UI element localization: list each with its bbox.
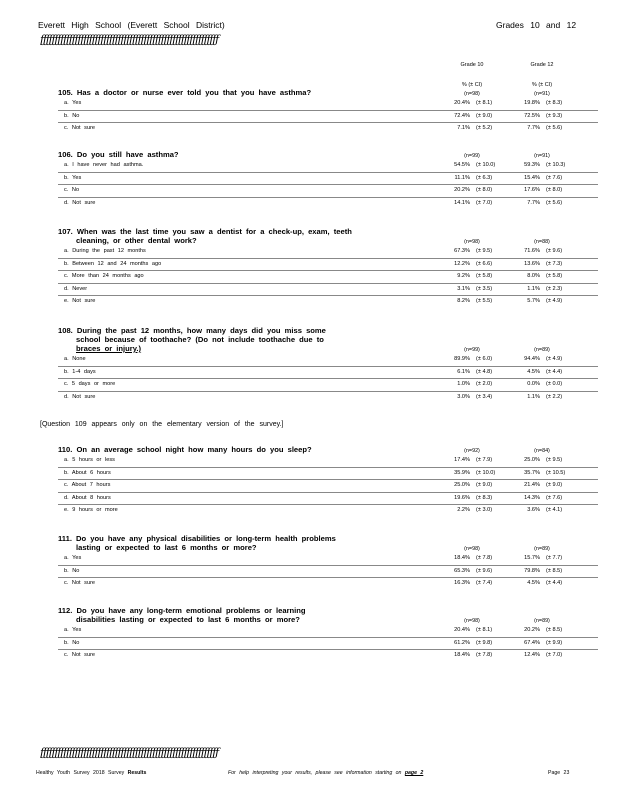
grade10-percent: 35.9% xyxy=(454,469,470,476)
grade12-ci: (± 9.3) xyxy=(546,112,563,119)
answer-label: b. Yes xyxy=(64,174,82,181)
grade12-percent: 3.6% xyxy=(527,507,540,513)
answer-row xyxy=(58,553,598,566)
question-title-line: 106. Do you still have asthma? xyxy=(58,150,179,159)
grade12-percent: 67.4% xyxy=(524,639,540,646)
question-title-line: school because of toothache? (Do not include toothache due to xyxy=(76,335,324,344)
grade10-ci: (± 6.0) xyxy=(476,356,493,362)
grade12-percent: 17.6% xyxy=(524,187,540,193)
footer-survey-name: Healthy Youth Survey 2018 Survey xyxy=(36,770,125,776)
answer-label: c. No xyxy=(64,187,80,193)
answer-row xyxy=(58,505,598,517)
grade12-ci: (± 4.9) xyxy=(546,356,563,362)
grade10-percent: 25.0% xyxy=(454,482,470,488)
grade10-ci: (± 7.4) xyxy=(476,580,493,586)
grade12-ci: (± 7.7) xyxy=(546,555,563,561)
question-title-line: lasting or expected to last 6 months or more? xyxy=(76,543,257,552)
answer-row xyxy=(58,354,598,367)
footer-rule: ƒƒƒƒƒƒƒƒƒƒƒƒƒƒƒƒƒƒƒƒƒƒƒƒƒƒƒƒƒƒƒƒƒƒƒƒƒƒƒƒƒƒƒƒƒƒƒƒƒƒƒƒƒƒƒƒƒƒƒƒƒƒ xyxy=(40,746,219,759)
answer-label: b. 1-4 days xyxy=(64,368,96,375)
question-title-line: 112. Do you have any long-term emotional problems or learning xyxy=(58,606,306,615)
grade10-ci: (± 7.9) xyxy=(476,457,493,463)
grade10-ci: (± 7.8) xyxy=(476,555,493,561)
grade10-ci: (± 8.3) xyxy=(476,494,493,501)
answer-label: a. 5 hours or less xyxy=(64,457,115,463)
answer-row xyxy=(58,625,598,638)
footer-page-number: Page 23 xyxy=(548,770,570,776)
answer-row xyxy=(58,638,598,651)
answer-row xyxy=(58,123,598,135)
answer-label: d. Not sure xyxy=(64,393,96,400)
answer-label: c. 5 days or more xyxy=(64,381,116,387)
grade12-ci: (± 7.6) xyxy=(546,174,563,181)
grade10-percent: 18.4% xyxy=(454,652,470,658)
grade10-ci: (± 6.3) xyxy=(476,174,493,181)
grade12-percent: 1.1% xyxy=(527,393,540,400)
grade10-percent: 7.1% xyxy=(457,125,470,131)
grade10-percent: 18.4% xyxy=(454,555,470,561)
grade10-percent: 20.4% xyxy=(454,627,470,633)
answer-label: e. 9 hours or more xyxy=(64,507,118,513)
grade12-sample-size: (n=91) xyxy=(534,91,550,97)
grade12-ci: (± 10.5) xyxy=(546,469,566,476)
grade10-sample-size: (n=98) xyxy=(464,239,480,245)
answer-row xyxy=(58,468,598,481)
grade10-ci: (± 3.4) xyxy=(476,393,493,400)
grade10-ci: (± 8.1) xyxy=(476,100,493,106)
grade12-ci: (± 7.3) xyxy=(546,260,563,267)
grade12-percent: 72.5% xyxy=(524,112,540,119)
answer-row xyxy=(58,480,598,493)
grade12-ci: (± 8.5) xyxy=(546,567,563,574)
grade10-ci: (± 4.8) xyxy=(476,368,493,375)
question-title-line: 111. Do you have any physical disabilities or long-term health problems xyxy=(58,534,336,543)
grade12-percent: 15.4% xyxy=(524,174,540,181)
grade12-ci: (± 10.3) xyxy=(546,162,566,168)
grade10-percent: 19.6% xyxy=(454,494,470,501)
question-q112 xyxy=(58,606,598,662)
grade10-percent: 20.4% xyxy=(454,100,470,106)
sample-size-row xyxy=(58,447,598,455)
answer-label: c. Not sure xyxy=(64,125,96,131)
grade12-ci: (± 4.4) xyxy=(546,368,563,375)
grade12-percent: 4.5% xyxy=(527,580,540,586)
answer-row xyxy=(58,185,598,198)
grade10-ci: (± 5.8) xyxy=(476,273,493,279)
grade10-percent: 8.2% xyxy=(457,298,470,304)
answer-row xyxy=(58,246,598,259)
question-title-line: 110. On an average school night how many hours do you sleep? xyxy=(58,445,312,454)
answer-label: d. About 8 hours xyxy=(64,494,111,501)
grade10-percent: 20.2% xyxy=(454,187,470,193)
sample-size-row xyxy=(58,617,598,625)
question-109-note: [Question 109 appears only on the elementary version of the survey.] xyxy=(40,421,284,428)
footer-help xyxy=(228,770,423,776)
grade10-percent: 17.4% xyxy=(454,457,470,463)
grade12-ci: (± 9.9) xyxy=(546,639,563,646)
sample-size-row xyxy=(58,152,598,160)
grade10-ci: (± 9.5) xyxy=(476,248,493,254)
question-q106 xyxy=(58,150,598,209)
grade12-ci: (± 5.6) xyxy=(546,125,563,131)
grade10-ci: (± 7.8) xyxy=(476,652,493,658)
grade10-sample-size: (n=98) xyxy=(464,546,480,552)
answer-label: c. More than 24 months ago xyxy=(64,273,144,279)
question-title-line: 107. When was the last time you saw a dentist for a check-up, exam, teeth xyxy=(58,227,352,236)
answer-row xyxy=(58,259,598,272)
school-title: Everett High School (Everett School District) xyxy=(38,20,225,30)
grade12-pct-ci: % (± CI) xyxy=(531,82,553,88)
answer-row xyxy=(58,379,598,392)
grade12-header: Grade 12 xyxy=(530,62,554,68)
grade10-ci: (± 5.2) xyxy=(476,125,493,131)
grade12-sample-size: (n=89) xyxy=(534,546,550,552)
answer-row xyxy=(58,98,598,111)
grade12-ci: (± 5.8) xyxy=(546,273,563,279)
grade12-ci: (± 9.6) xyxy=(546,248,563,254)
grade10-percent: 3.0% xyxy=(457,393,470,400)
grade10-ci: (± 3.0) xyxy=(476,507,493,513)
answer-row xyxy=(58,367,598,380)
footer-help-text: For help interpreting your results, please see information starting on xyxy=(228,770,402,776)
grade10-ci: (± 3.5) xyxy=(476,285,493,292)
answer-label: b. No xyxy=(64,112,80,119)
grade10-ci: (± 5.5) xyxy=(476,298,493,304)
answer-label: a. Yes xyxy=(64,100,82,106)
grade12-sample-size: (n=91) xyxy=(534,153,550,159)
grade10-ci: (± 10.0) xyxy=(476,469,496,476)
answer-row xyxy=(58,493,598,506)
answer-label: c. Not sure xyxy=(64,580,96,586)
answer-row xyxy=(58,296,598,308)
grade12-percent: 21.4% xyxy=(524,482,540,488)
grade12-percent: 59.3% xyxy=(524,162,540,168)
grade12-percent: 19.8% xyxy=(524,100,540,106)
grade10-percent: 9.2% xyxy=(457,273,470,279)
answer-label: b. About 6 hours xyxy=(64,469,111,476)
grade12-ci: (± 7.0) xyxy=(546,652,563,658)
grade12-percent: 4.5% xyxy=(527,368,540,375)
footer-left xyxy=(36,770,146,776)
answer-row xyxy=(58,271,598,284)
answer-label: b. No xyxy=(64,567,80,574)
grade12-percent: 20.2% xyxy=(524,627,540,633)
answer-row xyxy=(58,392,598,404)
grade12-percent: 12.4% xyxy=(524,652,540,658)
grade10-percent: 65.3% xyxy=(454,567,470,574)
answer-label: a. Yes xyxy=(64,627,82,633)
grade10-ci: (± 9.6) xyxy=(476,567,493,574)
grade10-sample-size: (n=99) xyxy=(464,347,480,353)
grade10-percent: 12.2% xyxy=(454,260,470,267)
grade10-percent: 11.1% xyxy=(454,174,470,181)
grade10-percent: 14.1% xyxy=(454,199,470,206)
answer-row xyxy=(58,284,598,297)
grade10-sample-size: (n=92) xyxy=(464,448,480,454)
answer-label: d. Never xyxy=(64,285,88,292)
answer-label: a. During the past 12 months xyxy=(64,248,146,254)
grade12-percent: 5.7% xyxy=(527,298,540,304)
sample-size-row xyxy=(58,238,598,246)
grade12-percent: 14.3% xyxy=(524,494,540,501)
grade10-sample-size: (n=98) xyxy=(464,91,480,97)
grade12-percent: 8.0% xyxy=(527,273,540,279)
grade10-percent: 72.4% xyxy=(454,112,470,119)
answer-label: d. Not sure xyxy=(64,199,96,206)
answer-label: e. Not sure xyxy=(64,298,96,304)
grade10-percent: 2.2% xyxy=(457,507,470,513)
grade12-sample-size: (n=89) xyxy=(534,618,550,624)
sample-size-row xyxy=(58,346,598,354)
grade10-percent: 89.9% xyxy=(454,356,470,362)
grade12-ci: (± 8.5) xyxy=(546,627,563,633)
grade10-ci: (± 9.0) xyxy=(476,112,493,119)
grade10-sample-size: (n=98) xyxy=(464,618,480,624)
grade12-sample-size: (n=84) xyxy=(534,448,550,454)
grade12-sample-size: (n=89) xyxy=(534,347,550,353)
question-title-line: disabilities lasting or expected to last 6 months or more? xyxy=(76,615,300,624)
grade12-ci: (± 2.2) xyxy=(546,393,563,400)
answer-label: b. No xyxy=(64,639,80,646)
footer-page-link[interactable]: page 2 xyxy=(404,770,424,776)
question-q110 xyxy=(58,445,598,517)
grade12-percent: 1.1% xyxy=(527,285,540,292)
sample-size-row xyxy=(58,545,598,553)
grade12-ci: (± 4.9) xyxy=(546,298,563,304)
grades-title: Grades 10 and 12 xyxy=(496,20,577,30)
grade12-ci: (± 4.4) xyxy=(546,580,563,586)
grade12-ci: (± 0.0) xyxy=(546,381,563,387)
grade10-ci: (± 7.0) xyxy=(476,199,493,206)
footer-results: Results xyxy=(127,770,147,776)
question-title-line: 108. During the past 12 months, how many days did you miss some xyxy=(58,326,326,335)
grade12-sample-size: (n=88) xyxy=(534,239,550,245)
grade10-sample-size: (n=99) xyxy=(464,153,480,159)
grade12-ci: (± 8.3) xyxy=(546,100,563,106)
grade10-percent: 3.1% xyxy=(457,285,470,292)
grade10-percent: 54.5% xyxy=(454,162,470,168)
grade10-ci: (± 10.0) xyxy=(476,162,496,168)
answer-row xyxy=(58,650,598,662)
grade12-percent: 13.6% xyxy=(524,260,540,267)
grade10-header: Grade 10 xyxy=(460,62,484,68)
answer-label: a. None xyxy=(64,356,86,362)
grade10-ci: (± 9.0) xyxy=(476,482,493,488)
answer-label: c. About 7 hours xyxy=(64,482,111,488)
grade12-percent: 35.7% xyxy=(524,469,540,476)
question-title-line: braces or injury.) xyxy=(76,344,142,353)
question-q107 xyxy=(58,227,598,308)
grade10-percent: 16.3% xyxy=(454,580,470,586)
grade12-percent: 15.7% xyxy=(524,555,540,561)
grade12-ci: (± 7.6) xyxy=(546,494,563,501)
answer-label: a. I have never had asthma. xyxy=(64,162,144,168)
answer-row xyxy=(58,578,598,590)
grade10-ci: (± 8.0) xyxy=(476,187,493,193)
grade12-ci: (± 2.3) xyxy=(546,285,563,292)
grade10-percent: 6.1% xyxy=(457,368,470,375)
question-q105 xyxy=(58,88,598,135)
answer-label: b. Between 12 and 24 months ago xyxy=(64,260,162,267)
grade10-ci: (± 9.8) xyxy=(476,639,493,646)
grade10-ci: (± 6.6) xyxy=(476,260,493,267)
grade12-percent: 71.6% xyxy=(524,248,540,254)
question-q111 xyxy=(58,534,598,590)
answer-row xyxy=(58,198,598,210)
header-rule: ƒƒƒƒƒƒƒƒƒƒƒƒƒƒƒƒƒƒƒƒƒƒƒƒƒƒƒƒƒƒƒƒƒƒƒƒƒƒƒƒƒƒƒƒƒƒƒƒƒƒƒƒƒƒƒƒƒƒƒƒƒƒ xyxy=(40,33,219,46)
sample-size-row xyxy=(58,90,598,98)
grade12-percent: 25.0% xyxy=(524,457,540,463)
question-q108 xyxy=(58,326,598,403)
grade12-percent: 0.0% xyxy=(527,381,540,387)
answer-row xyxy=(58,111,598,124)
grade12-ci: (± 8.0) xyxy=(546,187,563,193)
answer-label: c. Not sure xyxy=(64,652,96,658)
grade10-percent: 61.2% xyxy=(454,639,470,646)
grade12-ci: (± 4.1) xyxy=(546,507,563,513)
answer-label: a. Yes xyxy=(64,555,82,561)
answer-row xyxy=(58,566,598,579)
answer-row xyxy=(58,173,598,186)
grade10-ci: (± 8.1) xyxy=(476,627,493,633)
grade10-pct-ci: % (± CI) xyxy=(461,82,483,88)
grade12-ci: (± 9.5) xyxy=(546,457,563,463)
grade12-ci: (± 9.0) xyxy=(546,482,563,488)
grade10-percent: 1.0% xyxy=(457,381,470,387)
answer-row xyxy=(58,455,598,468)
question-title-line: cleaning, or other dental work? xyxy=(76,236,197,245)
grade10-percent: 67.3% xyxy=(454,248,470,254)
grade12-percent: 94.4% xyxy=(524,356,540,362)
grade12-percent: 7.7% xyxy=(527,125,540,131)
grade12-percent: 79.8% xyxy=(524,567,540,574)
question-title-line: 105. Has a doctor or nurse ever told you that you have asthma? xyxy=(58,88,312,97)
grade12-percent: 7.7% xyxy=(527,199,540,206)
answer-row xyxy=(58,160,598,173)
grade12-ci: (± 5.6) xyxy=(546,199,563,206)
grade10-ci: (± 2.0) xyxy=(476,381,493,387)
